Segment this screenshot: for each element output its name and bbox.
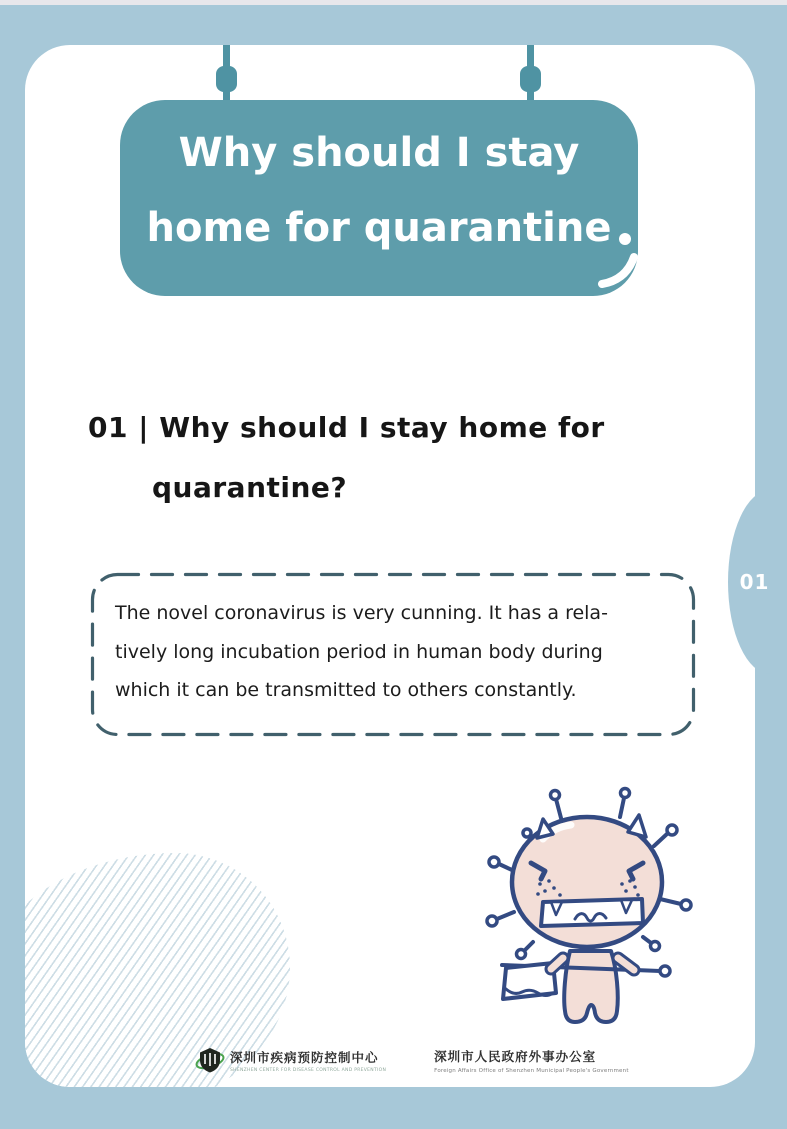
sign-title-line2: home for quarantine	[146, 205, 612, 251]
virus-monster-icon	[448, 772, 726, 1049]
section-heading-line2: quarantine?	[152, 471, 348, 504]
info-text-line: The novel coronavirus is very cunning. It has a rela-	[115, 602, 608, 624]
top-strip	[0, 0, 787, 5]
cdc-logo-group	[195, 1044, 386, 1076]
cdc-name-zh: 深圳市疾病预防控制中心	[230, 1049, 379, 1065]
rod-bead-right	[520, 66, 541, 92]
smile-comma-icon	[598, 230, 644, 292]
side-tab-label: 01	[739, 570, 770, 594]
cdc-name-en: SHENZHEN CENTER FOR DISEASE CONTROL AND PREVENTION	[230, 1067, 387, 1073]
sign-title-line1: Why should I stay	[178, 130, 580, 176]
section-heading-line1: 01 | Why should I stay home for	[88, 411, 605, 444]
fao-group	[434, 1044, 629, 1074]
info-text-line: tively long incubation period in human body during	[115, 640, 603, 663]
fao-name-en: Foreign Affairs Office of Shenzhen Municipal People's Government	[434, 1068, 629, 1074]
quarantine-sign	[120, 100, 638, 296]
section-heading	[88, 398, 605, 518]
info-text	[115, 594, 675, 710]
cdc-shield-icon	[195, 1044, 225, 1076]
footer	[195, 1044, 629, 1076]
fao-name-zh: 深圳市人民政府外事办公室	[434, 1049, 597, 1064]
info-box	[90, 572, 696, 737]
info-text-line: which it can be transmitted to others constantly.	[115, 679, 577, 701]
rod-bead-left	[216, 66, 237, 92]
